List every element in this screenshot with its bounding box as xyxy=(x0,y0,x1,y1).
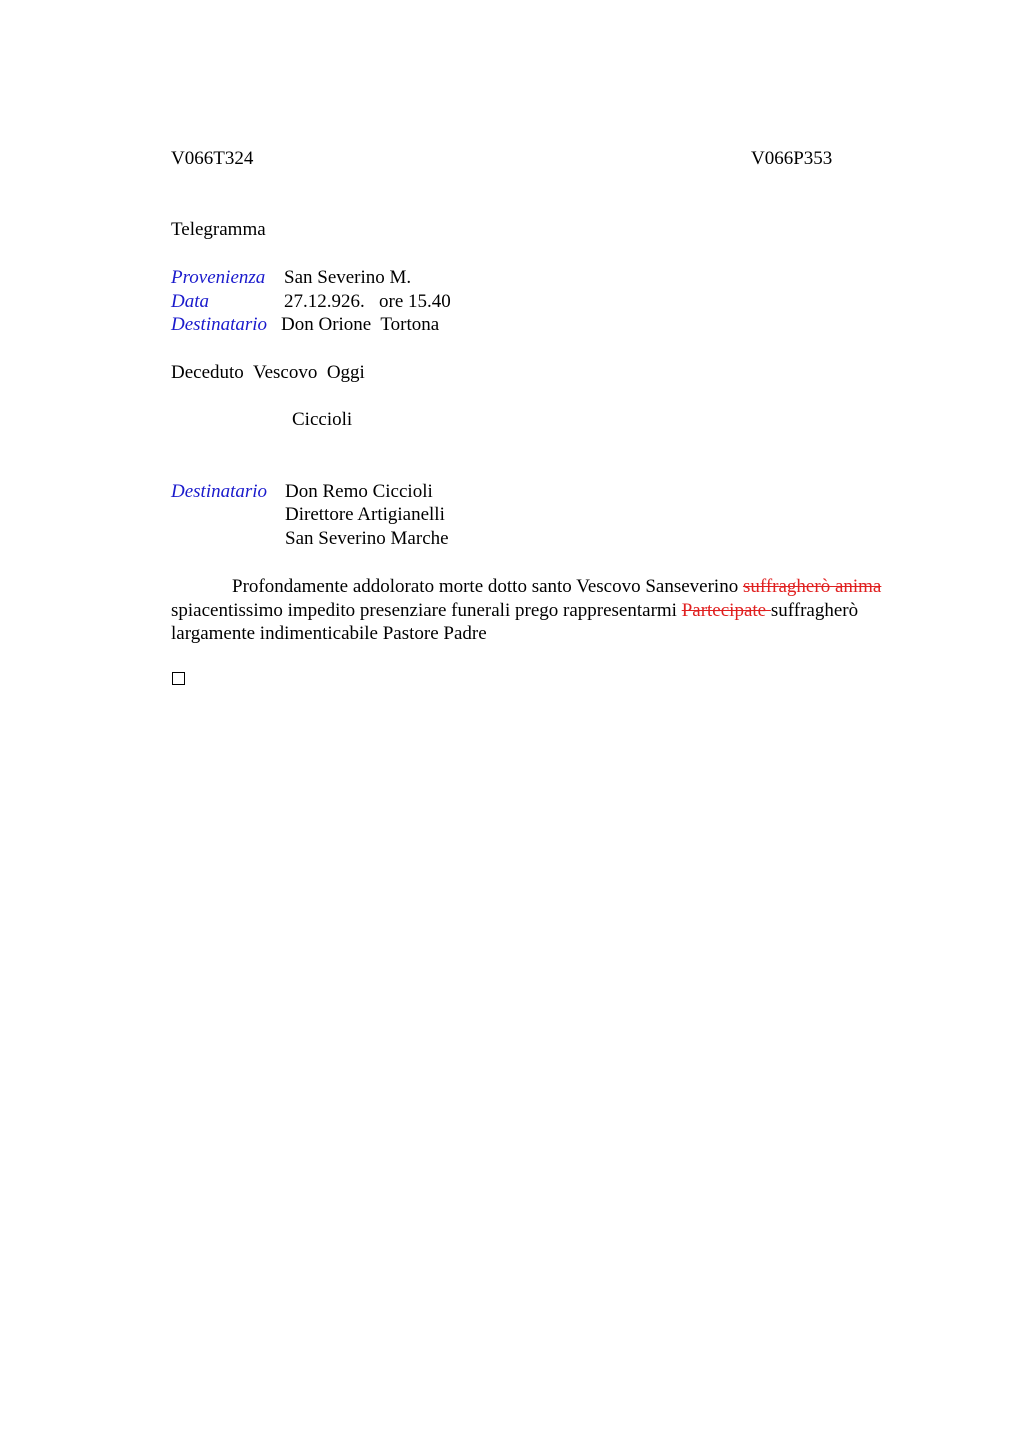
right-archive-code: V066P353 xyxy=(751,148,833,169)
telegram-signature: Ciccioli xyxy=(292,409,353,430)
telegram-message: Deceduto Vescovo Oggi xyxy=(171,362,365,383)
deleted-text-2: Partecipate xyxy=(681,599,771,621)
data-label: Data xyxy=(171,291,209,312)
deleted-text-1: suffragherò anima xyxy=(742,576,882,597)
provenienza-value: San Severino M. xyxy=(284,267,412,288)
empty-checkbox-icon xyxy=(172,672,185,685)
address-line-2: Direttore Artigianelli xyxy=(285,504,445,525)
left-archive-code: V066T324 xyxy=(171,148,254,169)
telegram-body-paragraph xyxy=(171,575,891,646)
provenienza-label: Provenienza xyxy=(171,267,266,288)
body-text-part-1: Profondamente addolorato morte dotto santo Vescovo Sanseverino xyxy=(232,576,743,597)
document-type-title: Telegramma xyxy=(171,219,266,240)
body-text-part-3: suffragherò largamente indimenticabile Pastore Padre xyxy=(171,599,859,644)
body-text-part-2: spiacentissimo impedito presenziare funerali prego rappresentarmi xyxy=(171,599,682,621)
data-value: 27.12.926. ore 15.40 xyxy=(284,291,451,312)
destinatario-value: Don Orione Tortona xyxy=(281,314,440,335)
destinatario-label: Destinatario xyxy=(171,314,268,335)
address-line-1: Don Remo Ciccioli xyxy=(285,481,433,502)
address-line-3: San Severino Marche xyxy=(285,528,449,549)
second-destinatario-label: Destinatario xyxy=(171,481,268,502)
